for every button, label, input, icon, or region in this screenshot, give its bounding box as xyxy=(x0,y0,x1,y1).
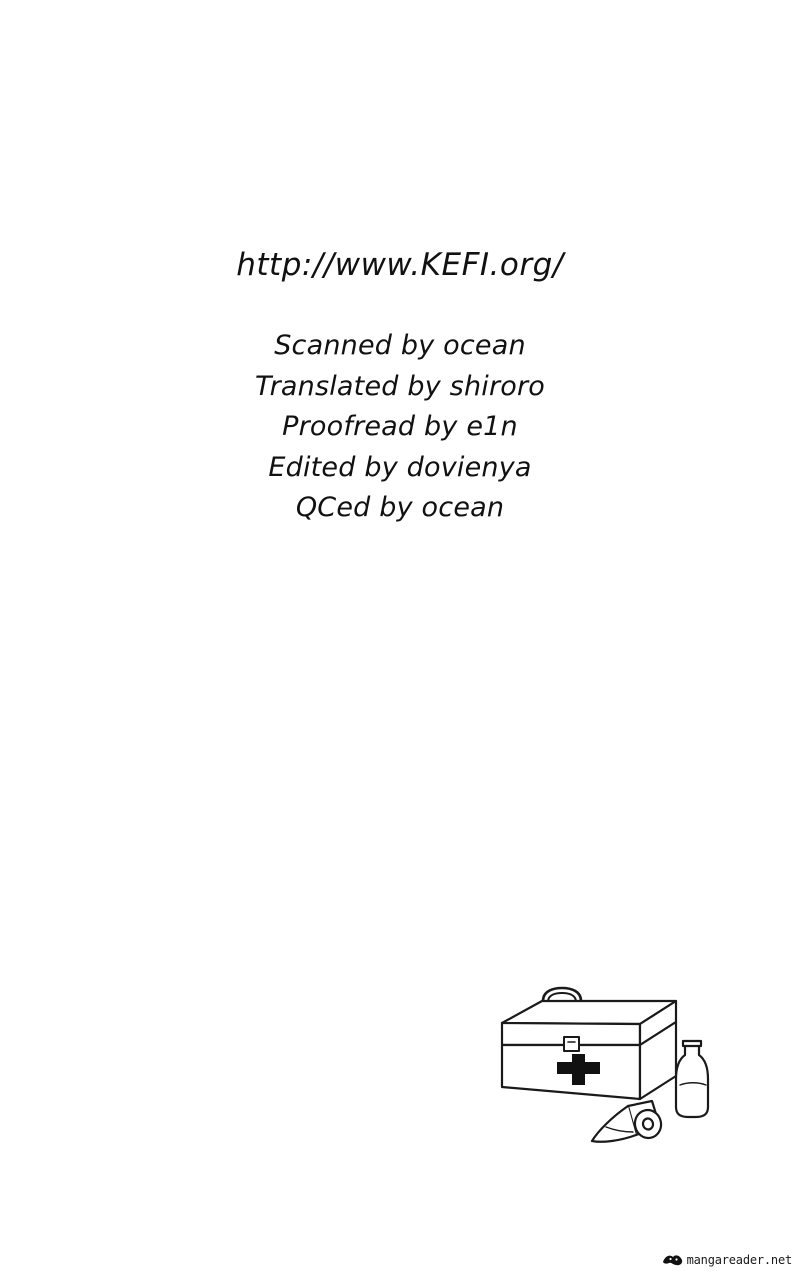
credits-block xyxy=(0,248,800,529)
credit-line-qced: QCed by ocean xyxy=(295,492,505,524)
credit-line-scanned: Scanned by ocean xyxy=(274,330,526,362)
credit-line-edited: Edited by dovienya xyxy=(268,451,532,483)
credit-line-proofread: Proofread by e1n xyxy=(282,411,518,443)
watermark-text: mangareader.net xyxy=(686,1253,792,1267)
first-aid-kit-illustration xyxy=(480,975,730,1165)
watermark xyxy=(662,1251,792,1269)
site-url-text: http://www.KEFI.org/ xyxy=(236,247,564,283)
mangareader-logo-icon xyxy=(662,1253,684,1267)
credit-line-translated: Translated by shiroro xyxy=(254,370,545,402)
